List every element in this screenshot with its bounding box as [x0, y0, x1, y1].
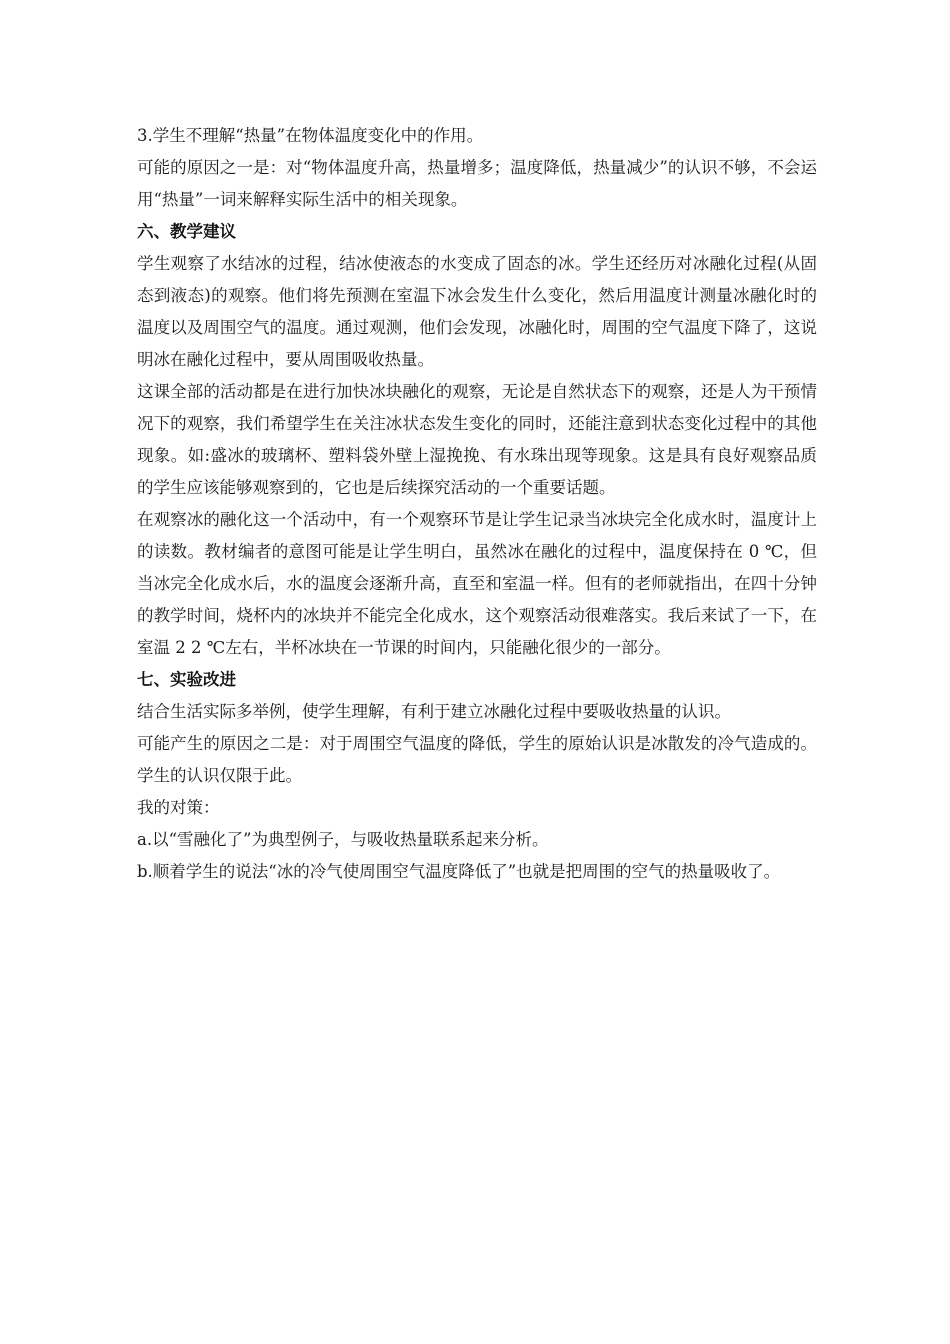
section6-paragraph-2: 这课全部的活动都是在进行加快冰块融化的观察，无论是自然状态下的观察，还是人为干预情况下的观察，我们希望学生在关注冰状态发生变化的同时，还能注意到状态变化过程中的其他现象。如:盛冰的玻璃杯、塑料袋外壁上湿挽挽、有水珠出现等现象。这是具有良好观察品质的学生应该能够观察到的，它也是后续探究活动的一个重要话题。: [137, 382, 817, 497]
section6-paragraph-3: 在观察冰的融化这一个活动中，有一个观察环节是让学生记录当冰块完全化成水时，温度计上的读数。教材编者的意图可能是让学生明白，虽然冰在融化的过程中，温度保持在 0 ℃，但当冰完全化成水后，水的温度会逐渐升高，直至和室温一样。但有的老师就指出，在四十分钟的教学时间，烧杯内的冰块并不能完全化成水，这个观察活动很难落实。我后来试了一下，在室温 2 2 ℃左右，半杯冰块在一节课的时间内，只能融化很少的一部分。: [137, 510, 817, 657]
section7-title: 七、实验改进: [137, 670, 236, 689]
section7-paragraph-5: b.顺着学生的说法“冰的冷气使周围空气温度降低了”也就是把周围的空气的热量吸收了。: [137, 862, 781, 881]
section3-heading: 3.学生不理解“热量”在物体温度变化中的作用。: [137, 126, 484, 145]
section7-paragraph-1: 结合生活实际多举例，使学生理解，有利于建立冰融化过程中要吸收热量的认识。: [137, 702, 731, 721]
section7-paragraph-3: 我的对策：: [137, 798, 220, 817]
section3-reason: 可能的原因之一是：对“物体温度升高，热量增多；温度降低，热量减少”的认识不够，不会运用“热量”一词来解释实际生活中的相关现象。: [137, 158, 817, 209]
document-body: [137, 120, 817, 888]
section7-paragraph-2: 可能产生的原因之二是：对于周围空气温度的降低，学生的原始认识是冰散发的冷气造成的。学生的认识仅限于此。: [137, 734, 817, 785]
section7-paragraph-4: a.以“雪融化了”为典型例子，与吸收热量联系起来分析。: [137, 830, 549, 849]
section6-title: 六、教学建议: [137, 222, 236, 241]
section6-paragraph-1: 学生观察了水结冰的过程，结冰使液态的水变成了固态的冰。学生还经历对冰融化过程(从固态到液态)的观察。他们将先预测在室温下冰会发生什么变化，然后用温度计测量冰融化时的温度以及周围空气的温度。通过观测，他们会发现，冰融化时，周围的空气温度下降了，这说明冰在融化过程中，要从周围吸收热量。: [137, 254, 817, 369]
